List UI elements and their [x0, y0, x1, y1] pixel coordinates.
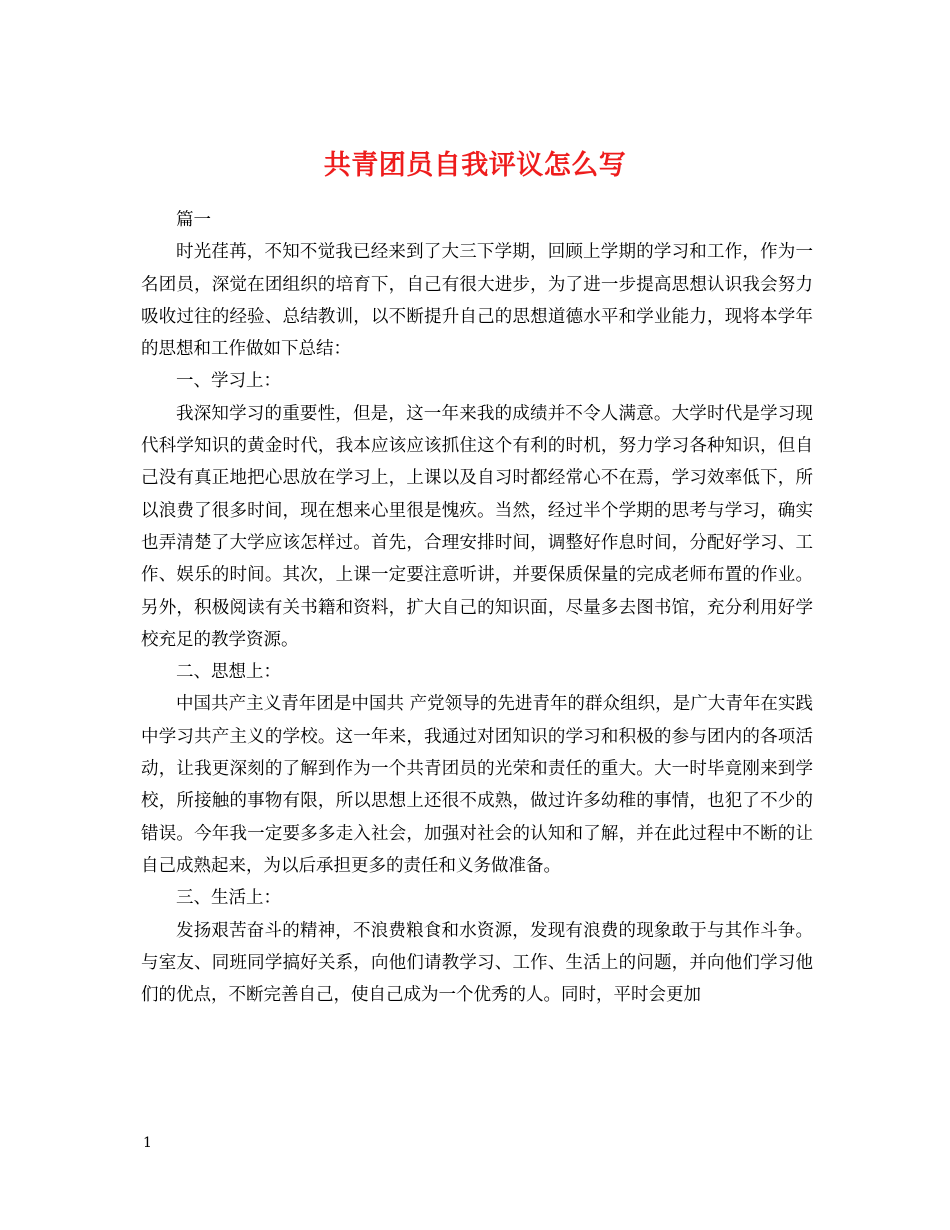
section-label: 篇一	[176, 210, 211, 230]
intro-paragraph: 时光荏苒，不知不觉我已经来到了大三下学期，回顾上学期的学习和工作，作为一名团员，深觉在团组织的培育下，自己有很大进步，为了进一步提高思想认识我会努力吸收过往的经验、总结教训，以不断提升自己的思想道德水平和学业能力，现将本学年的思想和工作做如下总结：	[141, 242, 813, 360]
section-heading-study: 一、学习上：	[176, 371, 281, 392]
page-title: 共青团员自我评议怎么写	[323, 150, 627, 182]
page-number: 1	[143, 1135, 152, 1151]
section-heading-life: 三、生活上：	[176, 888, 281, 909]
section-body-study: 我深知学习的重要性，但是，这一年来我的成绩并不令人满意。大学时代是学习现代科学知识的黄金时代，我本应该应该抓住这个有利的时机，努力学习各种知识，但自己没有真正地把心思放在学习上，上课以及自习时都经常心不在焉，学习效率低下，所以浪费了很多时间，现在想来心里很是愧疚。当然，经过半个学期的思考与学习，确实也弄清楚了大学应该怎样过。首先，合理安排时间，调整好作息时间，分配好学习、工作、娱乐的时间。其次，上课一定要注意听讲，并要保质保量的完成老师布置的作业。另外，积极阅读有关书籍和资料，扩大自己的知识面，尽量多去图书馆，充分利用好学校充足的教学资源。	[141, 403, 813, 650]
document-body	[141, 204, 813, 1011]
section-body-life: 发扬艰苦奋斗的精神，不浪费粮食和水资源，发现有浪费的现象敢于与其作斗争。与室友、同班同学搞好关系，向他们请教学习、工作、生活上的问题，并向他们学习他们的优点，不断完善自己，使自己成为一个优秀的人。同时，平时会更加	[141, 920, 813, 1006]
section-heading-thought: 二、思想上：	[176, 662, 281, 683]
section-body-thought: 中国共产主义青年团是中国共 产党领导的先进青年的群众组织，是广大青年在实践中学习共产主义的学校。这一年来，我通过对团知识的学习和积极的参与团内的各项活动，让我更深刻的了解到作为一个共青团员的光荣和责任的重大。大一时毕竟刚来到学校，所接触的事物有限，所以思想上还很不成熟，做过许多幼稚的事情，也犯了不少的错误。今年我一定要多多走入社会，加强对社会的认知和了解，并在此过程中不断的让自己成熟起来，为以后承担更多的责任和义务做准备。	[141, 694, 813, 876]
